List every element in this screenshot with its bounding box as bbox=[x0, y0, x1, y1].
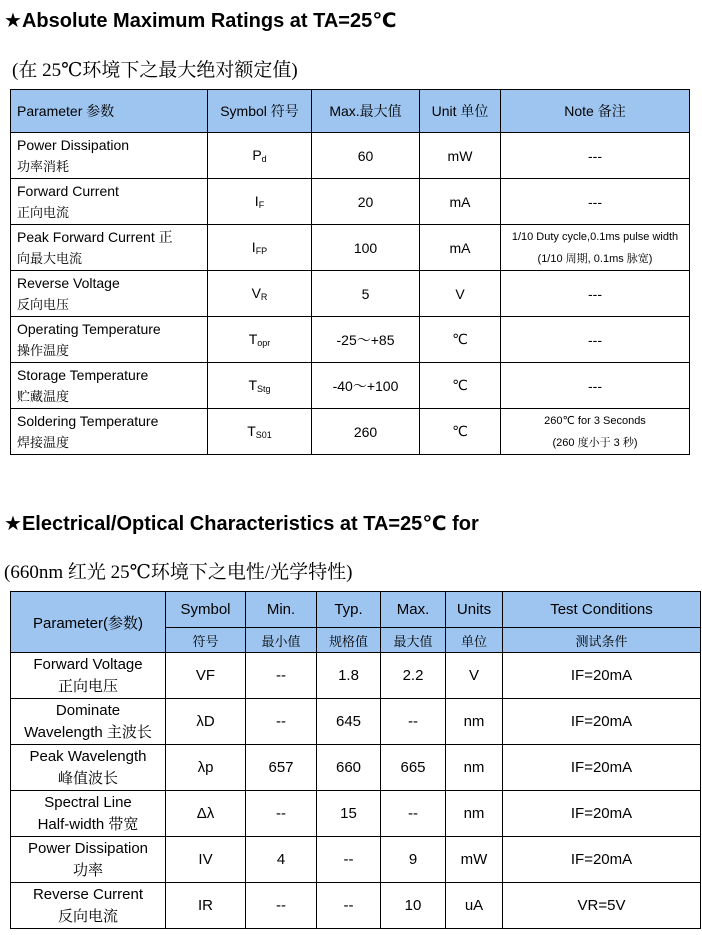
param-cell bbox=[11, 179, 208, 225]
param-line-2: 正向电压 bbox=[57, 677, 118, 695]
min-cell: -- bbox=[246, 791, 317, 837]
min-cell: 657 bbox=[246, 745, 317, 791]
param-line-2: 功率 bbox=[72, 861, 103, 879]
header-units-cn: 单位 bbox=[446, 628, 503, 653]
param-line-1: Forward Voltage bbox=[33, 655, 143, 673]
table-row bbox=[11, 745, 701, 791]
param-cn: 焊接温度 bbox=[17, 434, 70, 450]
note-text: --- bbox=[588, 285, 602, 302]
test-condition-cell: VR=5V bbox=[503, 883, 701, 929]
note-line-1: 260℃ for 3 Seconds bbox=[544, 414, 646, 427]
param-cn: 向最大电流 bbox=[17, 250, 83, 266]
min-cell: -- bbox=[246, 653, 317, 699]
symbol-cell: Δλ bbox=[166, 791, 246, 837]
param-line-1: Dominate bbox=[55, 701, 121, 719]
max-cell: 9 bbox=[381, 837, 446, 883]
param-line-2: 反向电流 bbox=[57, 907, 118, 925]
unit-cell: mA bbox=[420, 179, 501, 225]
header-parameter: Parameter 参数 bbox=[11, 90, 208, 133]
symbol-subscript: opr bbox=[257, 338, 271, 348]
param-en: Storage Temperature bbox=[17, 366, 149, 383]
max-cell: -- bbox=[381, 791, 446, 837]
param-en: Power Dissipation bbox=[17, 136, 130, 153]
param-cell bbox=[11, 133, 208, 179]
param-cell bbox=[11, 653, 166, 699]
note-text: --- bbox=[588, 377, 602, 394]
param-cell bbox=[11, 317, 208, 363]
note-cell bbox=[501, 179, 690, 225]
unit-cell: mW bbox=[420, 133, 501, 179]
unit-cell: uA bbox=[446, 883, 503, 929]
header-symbol: Symbol bbox=[166, 592, 246, 628]
param-cell bbox=[11, 837, 166, 883]
symbol-cell bbox=[208, 225, 312, 271]
typ-cell: 1.8 bbox=[317, 653, 381, 699]
param-cell bbox=[11, 883, 166, 929]
param-line-2: Wavelength 主波长 bbox=[24, 723, 152, 741]
header-parameter: Parameter(参数) bbox=[11, 592, 166, 653]
unit-cell: V bbox=[420, 271, 501, 317]
header-typ-cn: 规格值 bbox=[317, 628, 381, 653]
table-row bbox=[11, 653, 701, 699]
symbol-main: T bbox=[248, 331, 258, 347]
symbol-main: T bbox=[247, 423, 256, 439]
min-cell: -- bbox=[246, 883, 317, 929]
unit-cell: V bbox=[446, 653, 503, 699]
table-header-row bbox=[11, 90, 690, 133]
symbol-subscript: R bbox=[260, 292, 268, 302]
header-units: Units bbox=[446, 592, 503, 628]
note-cell bbox=[501, 271, 690, 317]
unit-cell: nm bbox=[446, 745, 503, 791]
unit-cell: ℃ bbox=[420, 317, 501, 363]
max-cell: -25～+85 bbox=[312, 317, 420, 363]
unit-cell: nm bbox=[446, 791, 503, 837]
unit-cell: ℃ bbox=[420, 363, 501, 409]
test-condition-cell: IF=20mA bbox=[503, 653, 701, 699]
typ-cell: 645 bbox=[317, 699, 381, 745]
typ-cell: -- bbox=[317, 883, 381, 929]
table-row bbox=[11, 363, 690, 409]
note-cell bbox=[501, 409, 690, 455]
typ-cell: 15 bbox=[317, 791, 381, 837]
unit-cell: mA bbox=[420, 225, 501, 271]
absolute-max-ratings-table bbox=[10, 89, 690, 455]
typ-cell: -- bbox=[317, 837, 381, 883]
param-cn: 贮藏温度 bbox=[17, 388, 70, 404]
param-line-1: Peak Wavelength bbox=[29, 747, 147, 765]
note-line-2: (260 度小于 3 秒) bbox=[552, 436, 638, 449]
symbol-main: I bbox=[254, 193, 259, 209]
symbol-subscript: Stg bbox=[257, 384, 271, 394]
max-cell: 20 bbox=[312, 179, 420, 225]
section1-subtitle: (在 25℃环境下之最大绝对额定值) bbox=[12, 60, 298, 81]
symbol-main: V bbox=[251, 285, 261, 301]
symbol-cell bbox=[208, 271, 312, 317]
symbol-cell bbox=[208, 133, 312, 179]
unit-cell: ℃ bbox=[420, 409, 501, 455]
header-symbol-cn: 符号 bbox=[166, 628, 246, 653]
note-text: --- bbox=[588, 147, 602, 164]
header-max: Max.最大值 bbox=[312, 90, 420, 133]
param-cell bbox=[11, 745, 166, 791]
header-test-conditions-cn: 测试条件 bbox=[503, 628, 701, 653]
test-condition-cell: IF=20mA bbox=[503, 745, 701, 791]
symbol-subscript: F bbox=[258, 200, 265, 210]
symbol-cell: λp bbox=[166, 745, 246, 791]
electrical-optical-table bbox=[10, 591, 701, 929]
symbol-main: P bbox=[252, 147, 262, 163]
max-cell: 10 bbox=[381, 883, 446, 929]
max-cell: 2.2 bbox=[381, 653, 446, 699]
max-cell: 665 bbox=[381, 745, 446, 791]
max-cell: 260 bbox=[312, 409, 420, 455]
header-symbol: Symbol 符号 bbox=[208, 90, 312, 133]
min-cell: 4 bbox=[246, 837, 317, 883]
max-cell: 100 bbox=[312, 225, 420, 271]
symbol-cell bbox=[208, 179, 312, 225]
note-cell bbox=[501, 363, 690, 409]
unit-cell: mW bbox=[446, 837, 503, 883]
symbol-subscript: FP bbox=[255, 246, 268, 256]
header-max: Max. bbox=[381, 592, 446, 628]
param-line-1: Spectral Line bbox=[44, 793, 132, 811]
note-cell bbox=[501, 133, 690, 179]
table-row bbox=[11, 317, 690, 363]
header-min: Min. bbox=[246, 592, 317, 628]
param-en: Reverse Voltage bbox=[17, 274, 120, 291]
test-condition-cell: IF=20mA bbox=[503, 699, 701, 745]
unit-cell: nm bbox=[446, 699, 503, 745]
table-row bbox=[11, 225, 690, 271]
header-max-cn: 最大值 bbox=[381, 628, 446, 653]
param-cell bbox=[11, 409, 208, 455]
table-row bbox=[11, 837, 701, 883]
symbol-subscript: S01 bbox=[255, 430, 272, 440]
max-cell: -40～+100 bbox=[312, 363, 420, 409]
section2-title bbox=[4, 511, 479, 536]
param-en: Operating Temperature bbox=[17, 320, 161, 337]
symbol-cell: IR bbox=[166, 883, 246, 929]
section1-title bbox=[4, 8, 396, 33]
section1-title-text: Absolute Maximum Ratings at TA=25℃ bbox=[21, 10, 397, 32]
note-line-1: 1/10 Duty cycle,0.1ms pulse width bbox=[511, 230, 679, 243]
table-row bbox=[11, 271, 690, 317]
param-line-1: Power Dissipation bbox=[27, 839, 149, 857]
param-line-1: Reverse Current bbox=[32, 885, 144, 903]
note-text: --- bbox=[588, 331, 602, 348]
test-condition-cell: IF=20mA bbox=[503, 791, 701, 837]
param-cn: 功率消耗 bbox=[17, 158, 70, 174]
note-text: --- bbox=[588, 193, 602, 210]
table-header-row bbox=[11, 592, 701, 628]
param-line-2: 峰值波长 bbox=[57, 769, 118, 787]
max-cell: 60 bbox=[312, 133, 420, 179]
symbol-main: T bbox=[248, 377, 258, 393]
max-cell: -- bbox=[381, 699, 446, 745]
symbol-cell bbox=[208, 409, 312, 455]
star-icon: ★ bbox=[4, 10, 22, 32]
table-row bbox=[11, 179, 690, 225]
param-cell bbox=[11, 699, 166, 745]
symbol-cell: λD bbox=[166, 699, 246, 745]
header-test-conditions: Test Conditions bbox=[503, 592, 701, 628]
symbol-subscript: d bbox=[261, 154, 267, 164]
section2-subtitle: (660nm 红光 25℃环境下之电性/光学特性) bbox=[4, 562, 353, 583]
param-en: Soldering Temperature bbox=[17, 412, 159, 429]
note-cell bbox=[501, 225, 690, 271]
header-note: Note 备注 bbox=[501, 90, 690, 133]
table-row bbox=[11, 133, 690, 179]
symbol-cell bbox=[208, 317, 312, 363]
param-cell bbox=[11, 363, 208, 409]
note-line-2: (1/10 周期, 0.1ms 脉宽) bbox=[537, 252, 653, 265]
param-line-2: Half-width 带宽 bbox=[37, 815, 139, 833]
header-min-cn: 最小值 bbox=[246, 628, 317, 653]
table-row bbox=[11, 791, 701, 837]
param-cn: 正向电流 bbox=[17, 204, 70, 220]
table-row bbox=[11, 699, 701, 745]
symbol-main: I bbox=[251, 239, 256, 255]
star-icon: ★ bbox=[4, 513, 22, 535]
param-cell bbox=[11, 271, 208, 317]
typ-cell: 660 bbox=[317, 745, 381, 791]
table-row bbox=[11, 409, 690, 455]
param-cn: 操作温度 bbox=[17, 342, 70, 358]
param-cell bbox=[11, 791, 166, 837]
header-typ: Typ. bbox=[317, 592, 381, 628]
table-row bbox=[11, 883, 701, 929]
max-cell: 5 bbox=[312, 271, 420, 317]
param-en: Forward Current bbox=[17, 182, 119, 199]
symbol-cell: VF bbox=[166, 653, 246, 699]
param-cn: 反向电压 bbox=[17, 296, 70, 312]
param-cell bbox=[11, 225, 208, 271]
symbol-cell: IV bbox=[166, 837, 246, 883]
section2-title-text: Electrical/Optical Characteristics at TA=25℃ for bbox=[21, 513, 479, 535]
header-unit: Unit 单位 bbox=[420, 90, 501, 133]
min-cell: -- bbox=[246, 699, 317, 745]
param-en: Peak Forward Current 正 bbox=[17, 228, 173, 245]
note-cell bbox=[501, 317, 690, 363]
test-condition-cell: IF=20mA bbox=[503, 837, 701, 883]
symbol-cell bbox=[208, 363, 312, 409]
